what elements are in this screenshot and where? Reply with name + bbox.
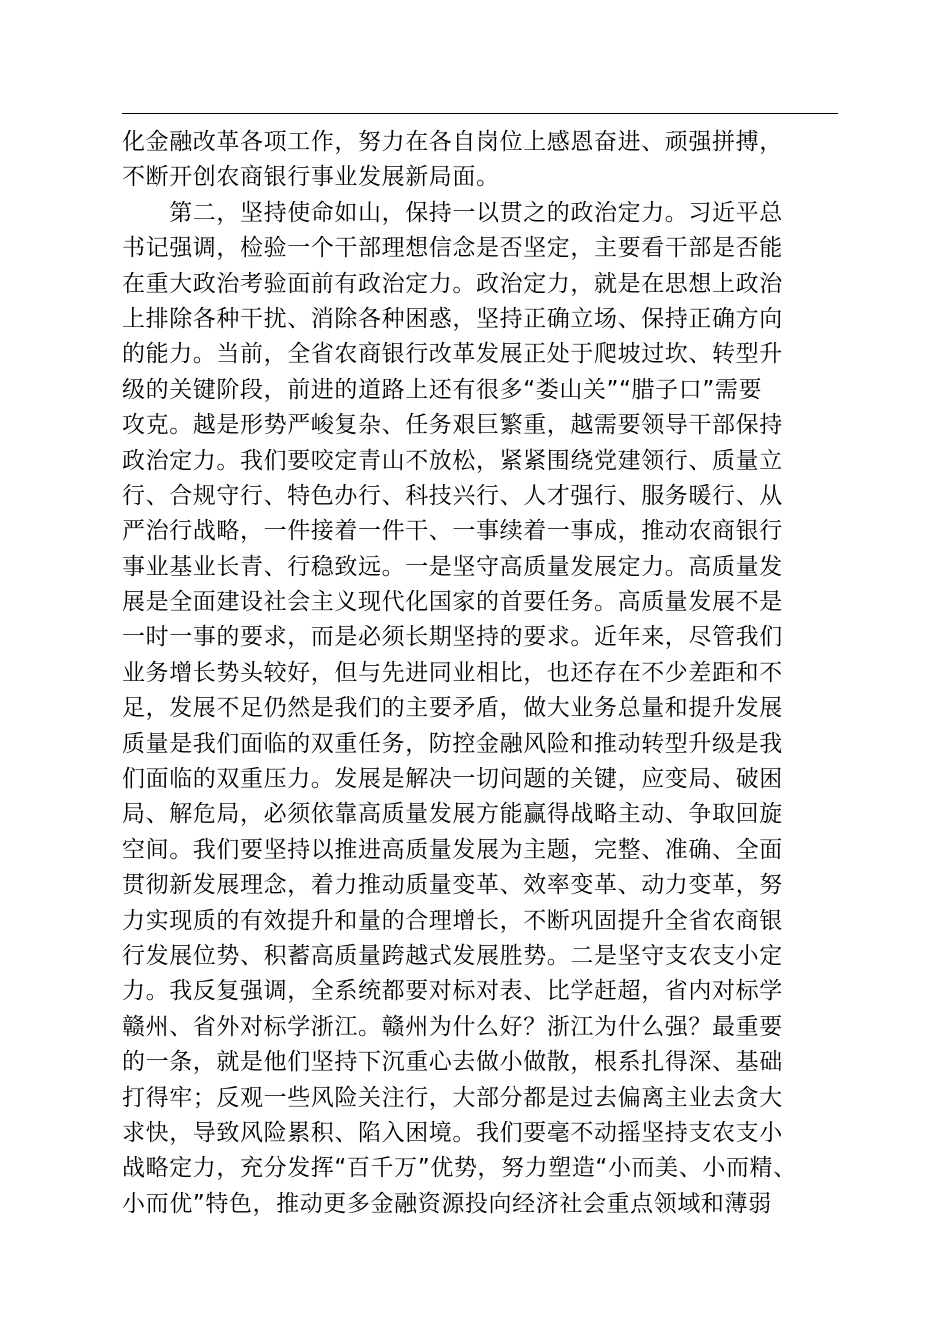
text-line: 攻克。越是形势严峻复杂、任务艰巨繁重，越需要领导干部保持 xyxy=(122,412,783,439)
text-line: 的一条，就是他们坚持下沉重心去做小做散，根系扎得深、基础 xyxy=(122,1049,783,1076)
text-line: 书记强调，检验一个干部理想信念是否坚定，主要看干部是否能 xyxy=(122,235,783,262)
text-line: 上排除各种干扰、消除各种困惑，坚持正确立场、保持正确方向 xyxy=(122,305,783,332)
text-line: 严治行战略，一件接着一件干、一事续着一事成，推动农商银行 xyxy=(122,518,783,545)
text-line: 打得牢；反观一些风险关注行，大部分都是过去偏离主业去贪大 xyxy=(122,1084,783,1111)
text-line: 贯彻新发展理念，着力推动质量变革、效率变革、动力变革，努 xyxy=(122,872,783,899)
text-line: 级的关键阶段，前进的道路上还有很多“娄山关”“腊子口”需要 xyxy=(122,376,763,403)
text-line: 政治定力。我们要咬定青山不放松，紧紧围绕党建领行、质量立 xyxy=(122,447,783,474)
text-line: 行、合规守行、特色办行、科技兴行、人才强行、服务暖行、从 xyxy=(122,482,783,509)
text-line: 质量是我们面临的双重任务，防控金融风险和推动转型升级是我 xyxy=(122,730,783,757)
text-line: 小而优”特色，推动更多金融资源投向经济社会重点领域和薄弱 xyxy=(122,1190,772,1217)
text-line: 们面临的双重压力。发展是解决一切问题的关键，应变局、破困 xyxy=(122,766,783,793)
text-line: 行发展位势、积蓄高质量跨越式发展胜势。二是坚守支农支小定 xyxy=(122,942,783,969)
text-line: 一时一事的要求，而是必须长期坚持的要求。近年来，尽管我们 xyxy=(122,624,783,651)
header-rule xyxy=(122,113,838,114)
text-line: 在重大政治考验面前有政治定力。政治定力，就是在思想上政治 xyxy=(122,270,783,297)
text-line: 求快，导致风险累积、陷入困境。我们要毫不动摇坚持支农支小 xyxy=(122,1119,783,1146)
text-line: 展是全面建设社会主义现代化国家的首要任务。高质量发展不是 xyxy=(122,589,783,616)
text-line: 业务增长势头较好，但与先进同业相比，也还存在不少差距和不 xyxy=(122,659,783,686)
text-line: 空间。我们要坚持以推进高质量发展为主题，完整、准确、全面 xyxy=(122,836,783,863)
text-line: 局、解危局，必须依靠高质量发展方能赢得战略主动、争取回旋 xyxy=(122,801,783,828)
text-line: 足，发展不足仍然是我们的主要矛盾，做大业务总量和提升发展 xyxy=(122,695,783,722)
body-text xyxy=(122,125,852,1222)
text-line: 第二，坚持使命如山，保持一以贯之的政治定力。习近平总 xyxy=(122,199,783,226)
text-line: 的能力。当前，全省农商银行改革发展正处于爬坡过坎、转型升 xyxy=(122,341,783,368)
text-line: 化金融改革各项工作，努力在各自岗位上感恩奋进、顽强拼搏， xyxy=(122,129,783,155)
text-line: 战略定力，充分发挥“百千万”优势，努力塑造“小而美、小而精、 xyxy=(122,1155,797,1182)
text-line: 不断开创农商银行事业发展新局面。 xyxy=(122,164,500,191)
text-line: 赣州、省外对标学浙江。赣州为什么好？浙江为什么强？最重要 xyxy=(122,1013,783,1040)
text-line: 事业基业长青、行稳致远。一是坚守高质量发展定力。高质量发 xyxy=(122,553,783,580)
text-line: 力实现质的有效提升和量的合理增长，不断巩固提升全省农商银 xyxy=(122,907,783,934)
text-line: 力。我反复强调，全系统都要对标对表、比学赶超，省内对标学 xyxy=(122,978,783,1005)
